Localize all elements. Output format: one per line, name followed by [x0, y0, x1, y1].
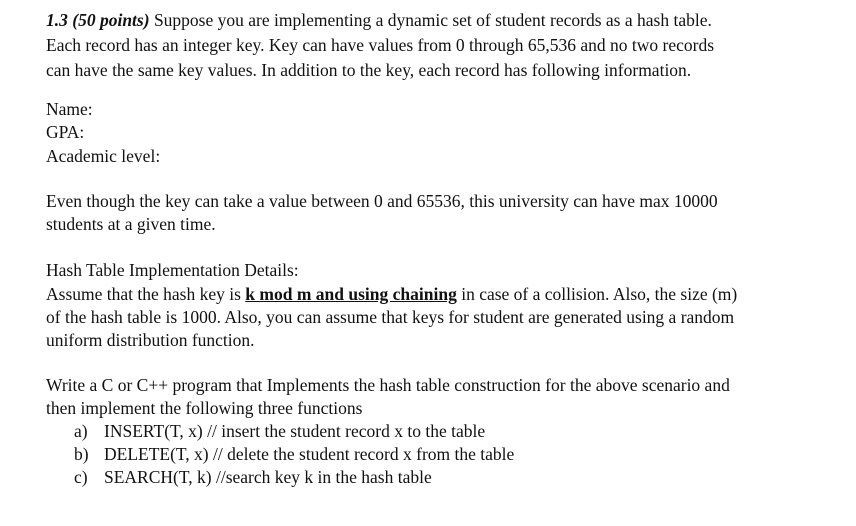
field-name-label: Name:: [46, 99, 93, 119]
implementation-line-1-pre: Assume that the hash key is: [46, 284, 246, 304]
implementation-heading: Hash Table Implementation Details:: [46, 260, 299, 280]
list-item: [74, 443, 514, 465]
implementation-line-1: [46, 283, 737, 305]
implementation-line-1-post: in case of a collision. Also, the size (m): [456, 284, 738, 304]
list-item-marker: b): [74, 444, 89, 464]
list-item-text: SEARCH(T, k) //search key k in the hash table: [104, 467, 432, 487]
list-item-text: INSERT(T, x) // insert the student record x to the table: [104, 421, 486, 441]
constraint-line-1: Even though the key can take a value between 0 and 65536, this university can have max 10000: [46, 191, 718, 211]
list-item-marker: a): [74, 421, 88, 441]
field-gpa-label: GPA:: [46, 122, 85, 142]
question-intro-text: Suppose you are implementing a dynamic set of student records as a hash table.: [153, 10, 712, 30]
implementation-line-3: uniform distribution function.: [46, 330, 255, 350]
question-number: 1.3: [46, 10, 68, 30]
constraint-line-2: students at a given time.: [46, 214, 216, 234]
hash-method-emphasis: k mod m and using chaining: [245, 284, 457, 304]
list-item: [74, 466, 432, 488]
question-intro-line-1: [46, 9, 712, 31]
task-line-2: then implement the following three functions: [46, 398, 363, 418]
field-academic-level-label: Academic level:: [46, 146, 161, 166]
list-item-text: DELETE(T, x) // delete the student record x from the table: [104, 444, 515, 464]
task-line-1: Write a C or C++ program that Implements the hash table construction for the above scenario and: [46, 375, 730, 395]
implementation-line-2: of the hash table is 1000. Also, you can assume that keys for student are generated using a random: [46, 307, 735, 327]
question-intro-line-3: can have the same key values. In addition to the key, each record has following information.: [46, 60, 692, 80]
question-intro-line-2: Each record has an integer key. Key can have values from 0 through 65,536 and no two records: [46, 35, 715, 55]
question-points: (50 points): [72, 10, 150, 30]
list-item: [74, 420, 485, 442]
list-item-marker: c): [74, 467, 88, 487]
